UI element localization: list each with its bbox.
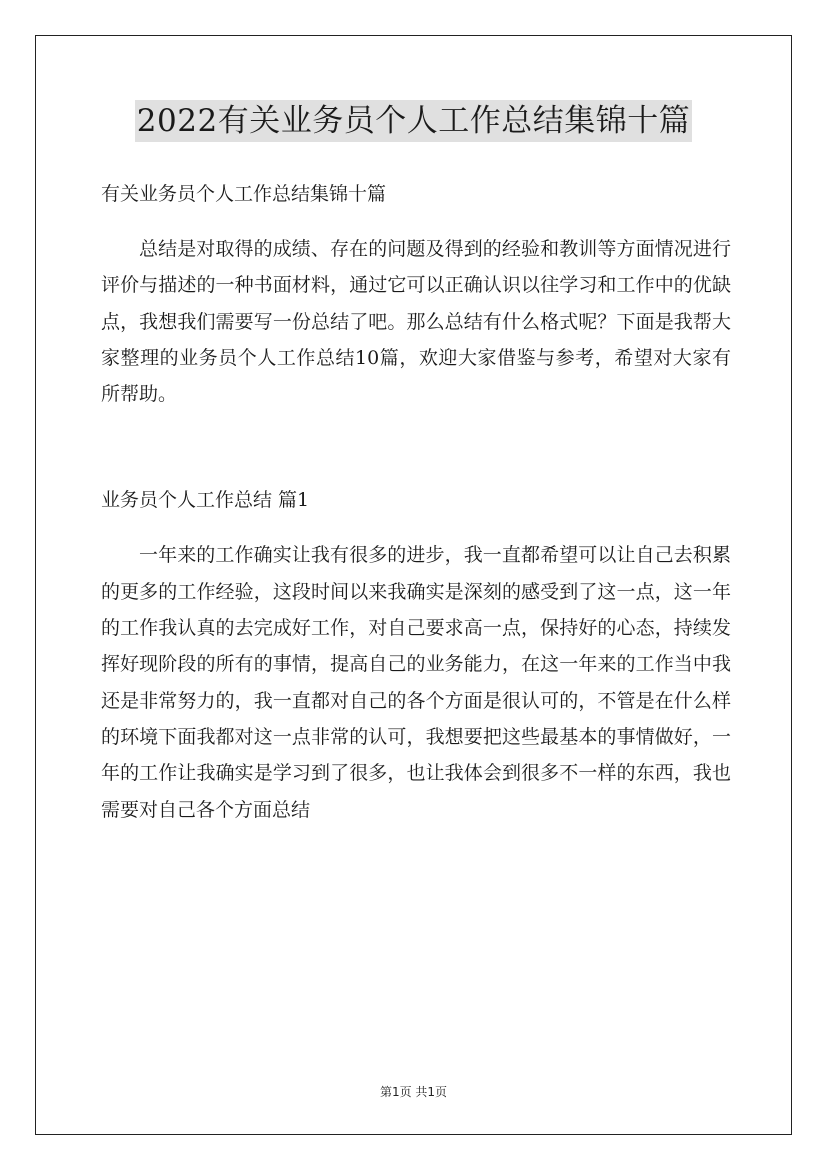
intro-paragraph: 总结是对取得的成绩、存在的问题及得到的经验和教训等方面情况进行评价与描述的一种书面材料，通过它可以正确认识以往学习和工作中的优缺点，我想我们需要写一份总结了吧。那么总结有什么格式呢？下面是我帮大家整理的业务员个人工作总结10篇，欢迎大家借鉴与参考，希望对大家有所帮助。 xyxy=(101,238,731,406)
document-subtitle: 有关业务员个人工作总结集锦十篇 xyxy=(101,183,387,205)
document-body xyxy=(101,176,731,828)
page-number: 第1页 共1页 xyxy=(379,1085,448,1099)
section-title: 业务员个人工作总结 篇1 xyxy=(101,489,310,512)
title-wrap xyxy=(0,100,827,142)
section-paragraph: 一年来的工作确实让我有很多的进步，我一直都希望可以让自己去积累的更多的工作经验，这段时间以来我确实是深刻的感受到了这一点，这一年的工作我认真的去完成好工作，对自己要求高一点，保持好的心态，持续发挥好现阶段的所有的事情，提高自己的业务能力，在这一年来的工作当中我还是非常努力的，我一直都对自己的各个方面是很认可的，不管是在什么样的环境下面我都对这一点非常的认可，我想要把这些最基本的事情做好，一年的工作让我确实是学习到了很多，也让我体会到很多不一样的东西，我也需要对自己各个方面总结 xyxy=(101,544,731,821)
document-title: 2022有关业务员个人工作总结集锦十篇 xyxy=(135,100,692,142)
